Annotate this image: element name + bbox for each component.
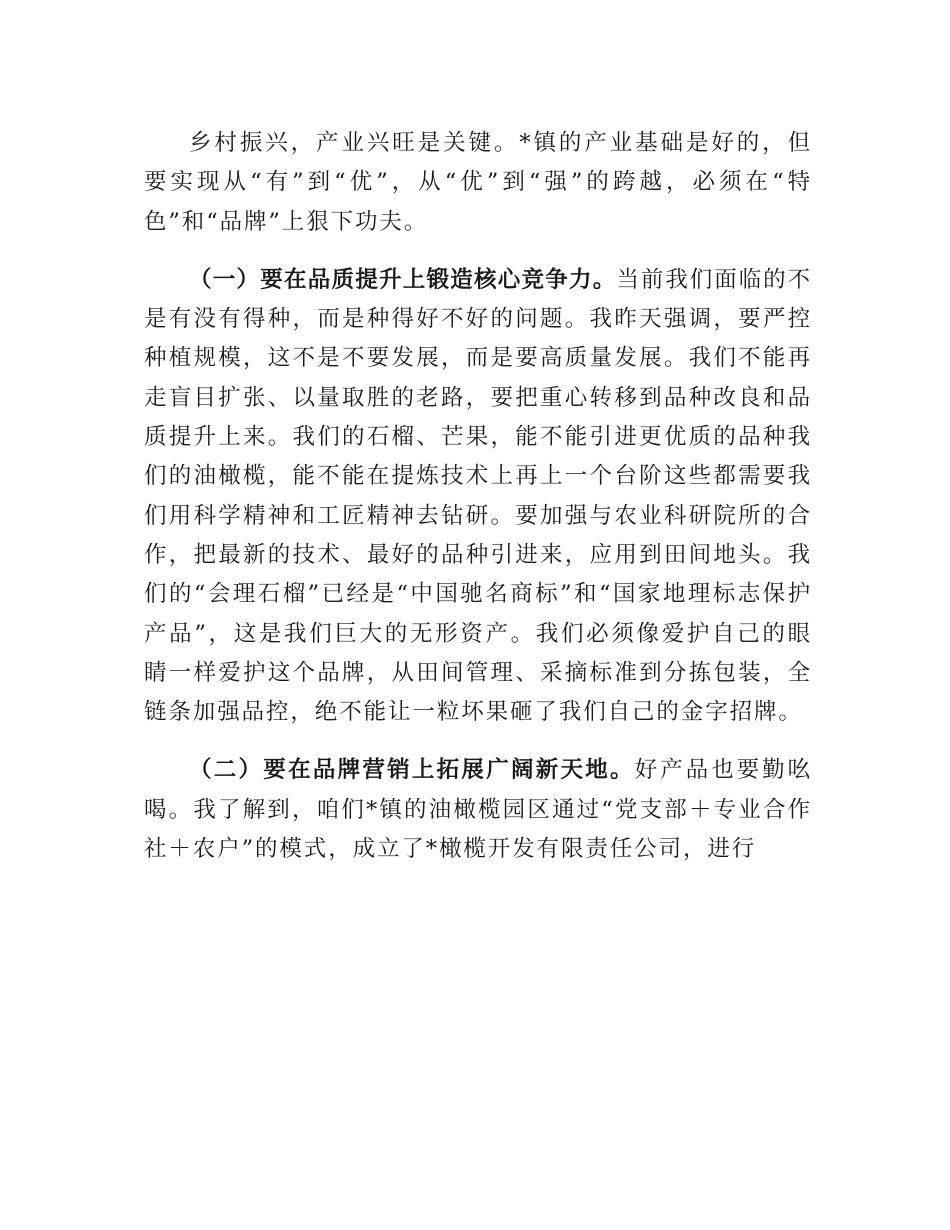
paragraph-intro (144, 124, 812, 242)
paragraph-text: 好产品也要勤吆喝。我了解到，咱们*镇的油橄榄园区通过“党支部＋专业合作社＋农户”的模式，成立了*橄榄开发有限责任公司，进行 (144, 757, 812, 863)
paragraph-lead: （二）要在品牌营销上拓展广阔新天地。 (189, 757, 635, 784)
document-body (144, 124, 812, 869)
paragraph-quality (144, 261, 812, 733)
paragraph-text: 乡村振兴，产业兴旺是关键。*镇的产业基础是好的，但要实现从“有”到“优”，从“优”到“强”的跨越，必须在“特色”和“品牌”上狠下功夫。 (144, 130, 812, 235)
paragraph-text: 当前我们面临的不是有没有得种，而是种得好不好的问题。我昨天强调，要严控种植规模，这不是不要发展，而是要高质量发展。我们不能再走盲目扩张、以量取胜的老路，要把重心转移到品种改良和品质提升上来。我们的石榴、芒果，能不能引进更优质的品种我们的油橄榄，能不能在提炼技术上再上一个台阶这些都需要我们用科学精神和工匠精神去钻研。要加强与农业科研院所的合作，把最新的技术、最好的品种引进来，应用到田间地头。我们的“会理石榴”已经是“中国驰名商标”和“国家地理标志保护产品”，这是我们巨大的无形资产。我们必须像爱护自己的眼睛一样爱护这个品牌，从田间管理、采摘标准到分拣包装，全链条加强品控，绝不能让一粒坏果砸了我们自己的金字招牌。 (144, 266, 813, 726)
paragraph-lead: （一）要在品质提升上锻造核心竞争力。 (189, 266, 617, 293)
paragraph-marketing (144, 751, 812, 869)
